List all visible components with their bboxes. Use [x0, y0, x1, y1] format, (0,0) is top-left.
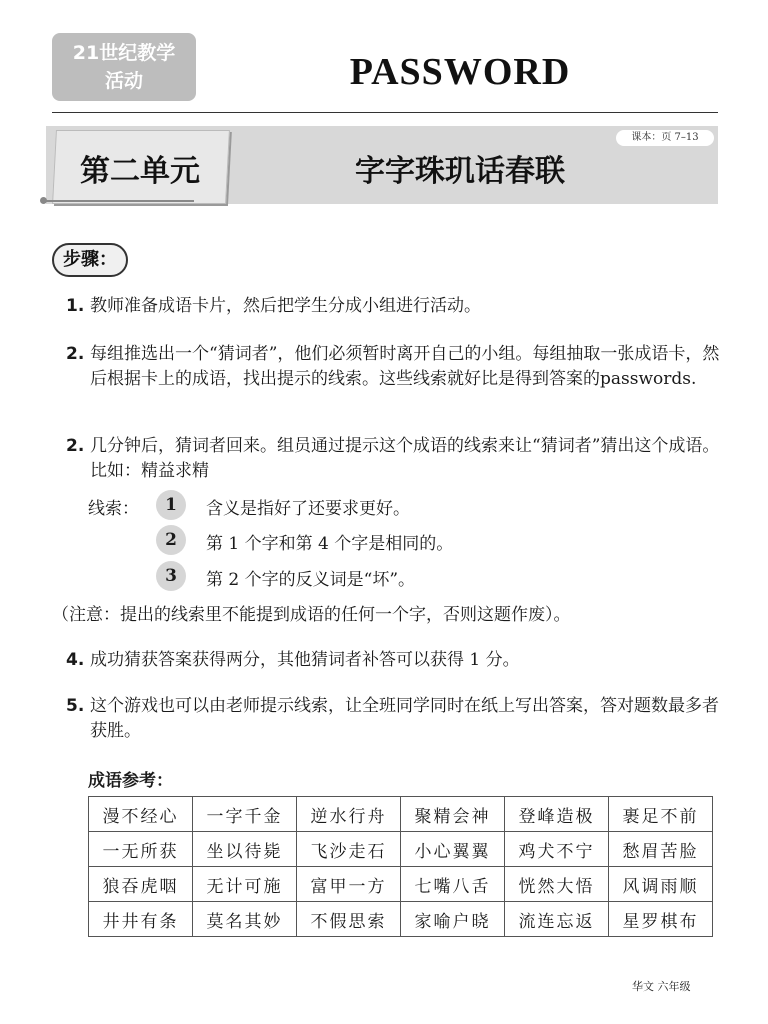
- step-item: [66, 648, 721, 673]
- idiom-cell: 裹足不前: [609, 797, 713, 832]
- idiom-table: [88, 796, 713, 937]
- step-text: 教师准备成语卡片，然后把学生分成小组进行活动。: [90, 296, 481, 316]
- steps-heading: 步骤：: [52, 243, 128, 277]
- clue-text: 第 1 个字和第 4 个字是相同的。: [206, 534, 454, 554]
- idiom-cell: 聚精会神: [401, 797, 505, 832]
- idiom-cell: 狼吞虎咽: [89, 867, 193, 902]
- step-item: [66, 294, 721, 319]
- idiom-cell: 愁眉苦脸: [609, 832, 713, 867]
- step-item: [66, 342, 721, 392]
- step-number: 2.: [66, 344, 85, 364]
- series-badge: [52, 33, 196, 101]
- textbook-reference: 课本：页 7–13: [616, 130, 714, 146]
- unit-label: 第二单元: [80, 154, 200, 189]
- step-number: 5.: [66, 696, 85, 716]
- idiom-cell: 一无所获: [89, 832, 193, 867]
- step-number: 2.: [66, 436, 85, 456]
- idiom-cell: 星罗棋布: [609, 902, 713, 937]
- page-title: PASSWORD: [349, 51, 571, 93]
- clue-text: 含义是指好了还要求更好。: [206, 499, 410, 519]
- step-text: 成功猜获答案获得两分，其他猜词者补答可以获得 1 分。: [90, 650, 520, 670]
- clues-label: 线索：: [88, 499, 139, 519]
- clue-number-badge: 1: [156, 490, 186, 520]
- badge-line-1: 21世纪教学: [72, 42, 176, 64]
- idiom-cell: 小心翼翼: [401, 832, 505, 867]
- idiom-cell: 井井有条: [89, 902, 193, 937]
- step-item: [66, 694, 721, 744]
- idiom-cell: 鸡犬不宁: [505, 832, 609, 867]
- step-number: 4.: [66, 650, 85, 670]
- idiom-cell: 恍然大悟: [505, 867, 609, 902]
- idiom-cell: 风调雨顺: [609, 867, 713, 902]
- step-text: 这个游戏也可以由老师提示线索，让全班同学同时在纸上写出答案，答对题数最多者获胜。: [90, 696, 719, 741]
- step-text: 几分钟后，猜词者回来。组员通过提示这个成语的线索来让“猜词者”猜出这个成语。比如：精益求精: [90, 436, 720, 481]
- clue-number-badge: 2: [156, 525, 186, 555]
- idiom-cell: 七嘴八舌: [401, 867, 505, 902]
- idiom-cell: 莫名其妙: [193, 902, 297, 937]
- step-number: 1.: [66, 296, 85, 316]
- idiom-cell: 一字千金: [193, 797, 297, 832]
- note-text: （注意：提出的线索里不能提到成语的任何一个字，否则这题作废）。: [52, 605, 571, 625]
- idiom-cell: 无计可施: [193, 867, 297, 902]
- badge-line-2: 活动: [104, 70, 143, 92]
- idiom-cell: 家喻户晓: [401, 902, 505, 937]
- reference-heading: 成语参考：: [88, 771, 173, 791]
- idiom-cell: 富甲一方: [297, 867, 401, 902]
- idiom-cell: 流连忘返: [505, 902, 609, 937]
- unit-name: 字字珠玑话春联: [355, 154, 565, 189]
- idiom-cell: 坐以待毙: [193, 832, 297, 867]
- idiom-cell: 飞沙走石: [297, 832, 401, 867]
- footer-label: 华文 六年级: [632, 980, 691, 993]
- step-item: [66, 434, 721, 484]
- header-divider: [52, 112, 718, 113]
- idiom-cell: 不假思索: [297, 902, 401, 937]
- table-row: [89, 832, 713, 867]
- idiom-cell: 漫不经心: [89, 797, 193, 832]
- banner-accent-line: [44, 200, 194, 202]
- table-row: [89, 867, 713, 902]
- idiom-cell: 逆水行舟: [297, 797, 401, 832]
- clue-number-badge: 3: [156, 561, 186, 591]
- table-row: [89, 902, 713, 937]
- banner-accent-dot: [40, 197, 47, 204]
- clue-text: 第 2 个字的反义词是“坏”。: [206, 570, 416, 590]
- table-row: [89, 797, 713, 832]
- idiom-cell: 登峰造极: [505, 797, 609, 832]
- step-text: 每组推选出一个“猜词者”，他们必须暂时离开自己的小组。每组抽取一张成语卡，然后根据卡上的成语，找出提示的线索。这些线索就好比是得到答案的passwords.: [90, 344, 720, 389]
